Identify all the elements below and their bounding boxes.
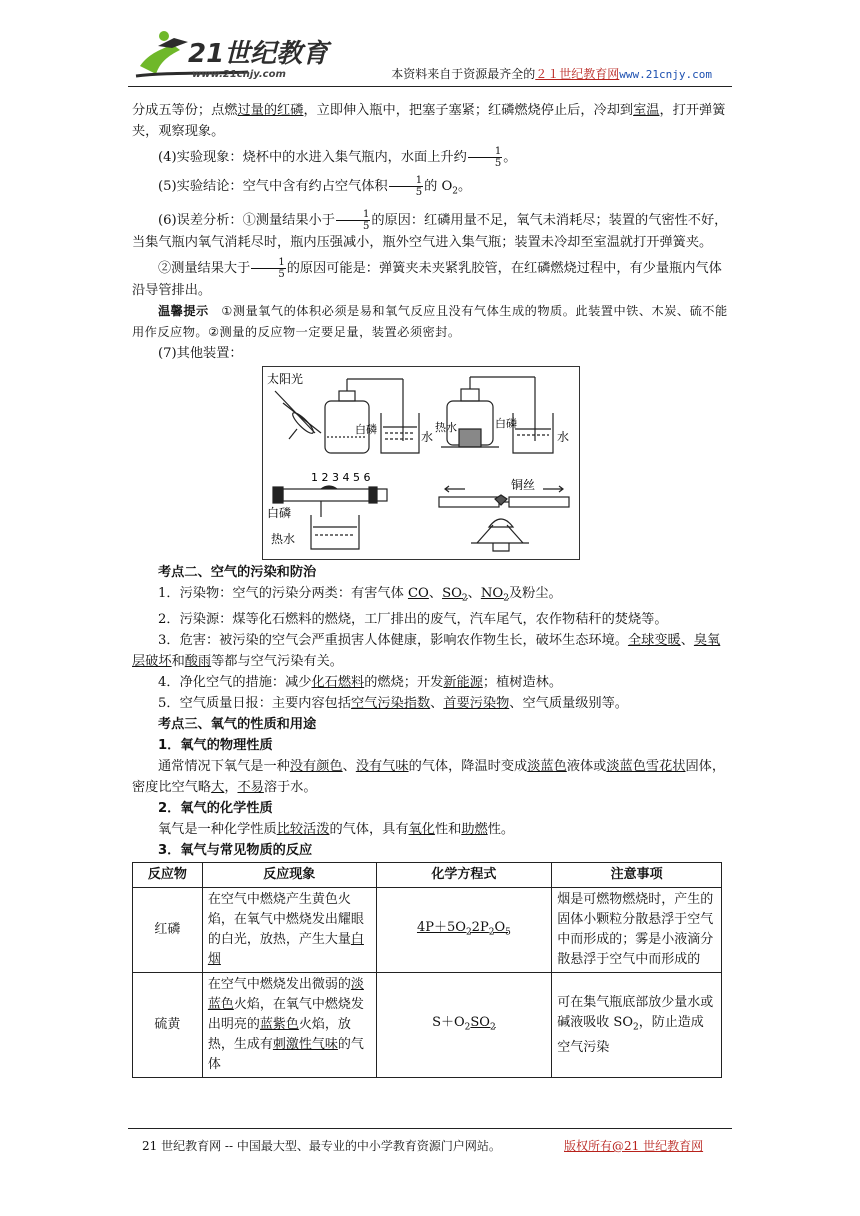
table-header-row	[133, 863, 722, 888]
label-hot-water-2: 热水	[271, 531, 296, 546]
section3-physical-props: 通常情况下氧气是一种没有颜色、没有气味的气体，降温时变成淡蓝色液体或淡蓝色雪花状固体，密度比空气略大，不易溶于水。	[132, 759, 726, 796]
paragraph-error-analysis-1: (6)误差分析：①测量结果小于 $\frac{1}{5}$ 的原因：红磷用量不足，氧气未消耗尽；装置的气密性不好，当集气瓶内氧气消耗尽时，瓶内压强减小，瓶外空气进入集气瓶；装置未冷却至室温就打开弹簧夹。	[132, 208, 728, 250]
logo-text: 21世纪教育	[188, 39, 329, 69]
section2-item-5: 5．空气质量日报：主要内容包括空气污染指数、首要污染物、空气质量级别等。	[158, 696, 628, 712]
note-cell: 可在集气瓶底部放少量水或碱液吸收 $SO_2$，防止造成空气污染	[552, 973, 722, 1078]
logo-url: www.21cnjy.com	[192, 69, 286, 80]
footer-text: 21 世纪教育网 -- 中国最大型、最专业的中小学教育资源门户网站。	[142, 1139, 501, 1153]
table-header-cell: 注意事项	[552, 863, 722, 888]
table-row	[133, 973, 722, 1078]
apparatus-figure	[262, 366, 580, 560]
warm-tip: 温馨提示 ①测量氧气的体积必须是易和氧气反应且没有气体生成的物质。此装置中铁、木炭、硫不能用作反应物。②测量的反应物一定要足量，装置必须密封。	[132, 303, 728, 339]
paragraph-procedure: 分成五等份；点燃过量的红磷，立即伸入瓶中，把塞子塞紧；红磷燃烧停止后，冷却到室温，打开弹簧夹，观察现象。	[132, 103, 726, 139]
section3-chemical-props: 氧气是一种化学性质比较活泼的气体，具有氧化性和助燃性。	[158, 822, 515, 838]
table-header-cell: 反应物	[133, 863, 203, 888]
paragraph-conclusion: (5)实验结论：空气中含有约占空气体积 $\frac{1}{5}$ 的 $O_2$。	[158, 175, 472, 198]
reaction-table	[132, 862, 722, 1078]
equation-cell: $S+O_2SO_2$	[376, 973, 552, 1078]
fraction-one-fifth: $\frac{1}{5}$	[468, 146, 502, 169]
reactant-cell: 硫黄	[133, 973, 203, 1078]
equation-cell: $4P+5O_22P_2O_5$	[376, 888, 552, 973]
section2-item-1: 1．污染物：空气的污染分两类：有害气体 CO、$SO_2$、$NO_2$及粉尘。	[158, 585, 562, 604]
header-site-link[interactable]: ２１世纪教育网	[535, 67, 620, 81]
label-white-phosphorus-2: 白磷	[495, 416, 517, 430]
section2-item-2: 2．污染源：煤等化石燃料的燃烧，工厂排出的废气，汽车尾气，农作物秸秆的焚烧等。	[158, 612, 668, 628]
label-water-1: 水	[421, 429, 434, 444]
section2-item-4: 4．净化空气的措施：减少化石燃料的燃烧；开发新能源；植树造林。	[158, 675, 563, 691]
reactant-cell: 红磷	[133, 888, 203, 973]
header-source-note	[391, 65, 712, 82]
apparatus-diagram	[263, 367, 579, 559]
header-url-link[interactable]: www.21cnjy.com	[619, 68, 712, 81]
phenomenon-cell: 在空气中燃烧产生黄色火焰，在氧气中燃烧发出耀眼的白光，放热，产生大量白烟	[202, 888, 376, 973]
section3-title: 考点三、氧气的性质和用途	[158, 717, 317, 733]
page-header	[128, 22, 732, 87]
section2-title: 考点二、空气的污染和防治	[158, 564, 317, 580]
label-white-phosphorus-3: 白磷	[267, 505, 292, 520]
label-ruler-scale: 1 2 3 4 5 6	[311, 470, 371, 484]
footer-copyright-link[interactable]: 版权所有@21 世纪教育网	[564, 1139, 704, 1153]
note-cell: 烟是可燃物燃烧时，产生的固体小颗粒分散悬浮于空气中而形成的；雾是小液滴分散悬浮于空气中而形成的	[552, 888, 722, 973]
section2-item-3: 3．危害：被污染的空气会严重损害人体健康，影响农作物生长，破坏生态环境。全球变暖、臭氧层破坏和酸雨等都与空气污染有关。	[132, 633, 721, 670]
header-prefix: 本资料来自于资源最齐全的	[391, 67, 536, 81]
warm-tip-label: 温馨提示	[158, 303, 209, 318]
page-footer	[128, 1128, 732, 1153]
phenomenon-cell: 在空气中燃烧发出微弱的淡蓝色火焰，在氧气中燃烧发出明亮的蓝紫色火焰，放热，生成有刺激性气味的气体	[202, 973, 376, 1078]
paragraph-other-apparatus: (7)其他装置：	[158, 345, 243, 361]
label-water-2: 水	[557, 429, 570, 444]
fraction-one-fifth: $\frac{1}{5}$	[389, 175, 423, 198]
table-header-cell: 反应现象	[202, 863, 376, 888]
fraction-one-fifth: $\frac{1}{5}$	[251, 257, 285, 280]
label-hot-water-1: 热水	[435, 420, 457, 434]
label-white-phosphorus-1: 白磷	[355, 422, 377, 436]
table-row	[133, 888, 722, 973]
paragraph-phenomenon: (4)实验现象：烧杯中的水进入集气瓶内，水面上升约 $\frac{1}{5}$ 。	[158, 146, 517, 169]
document-body	[132, 100, 732, 1078]
label-sunlight: 太阳光	[267, 371, 304, 386]
table-header-cell: 化学方程式	[376, 863, 552, 888]
section3-sub-3: 3．氧气与常见物质的反应	[158, 843, 313, 859]
paragraph-error-analysis-2: ②测量结果大于 $\frac{1}{5}$ 的原因可能是：弹簧夹未夹紧乳胶管，在红磷燃烧过程中，有少量瓶内气体沿导管排出。	[132, 256, 722, 298]
fraction-one-fifth: $\frac{1}{5}$	[336, 209, 370, 232]
section3-sub-2: 2．氧气的化学性质	[158, 801, 273, 817]
section3-sub-1: 1．氧气的物理性质	[158, 738, 273, 754]
logo-21cnjy	[128, 22, 338, 84]
label-copper-wire: 铜丝	[511, 477, 536, 492]
